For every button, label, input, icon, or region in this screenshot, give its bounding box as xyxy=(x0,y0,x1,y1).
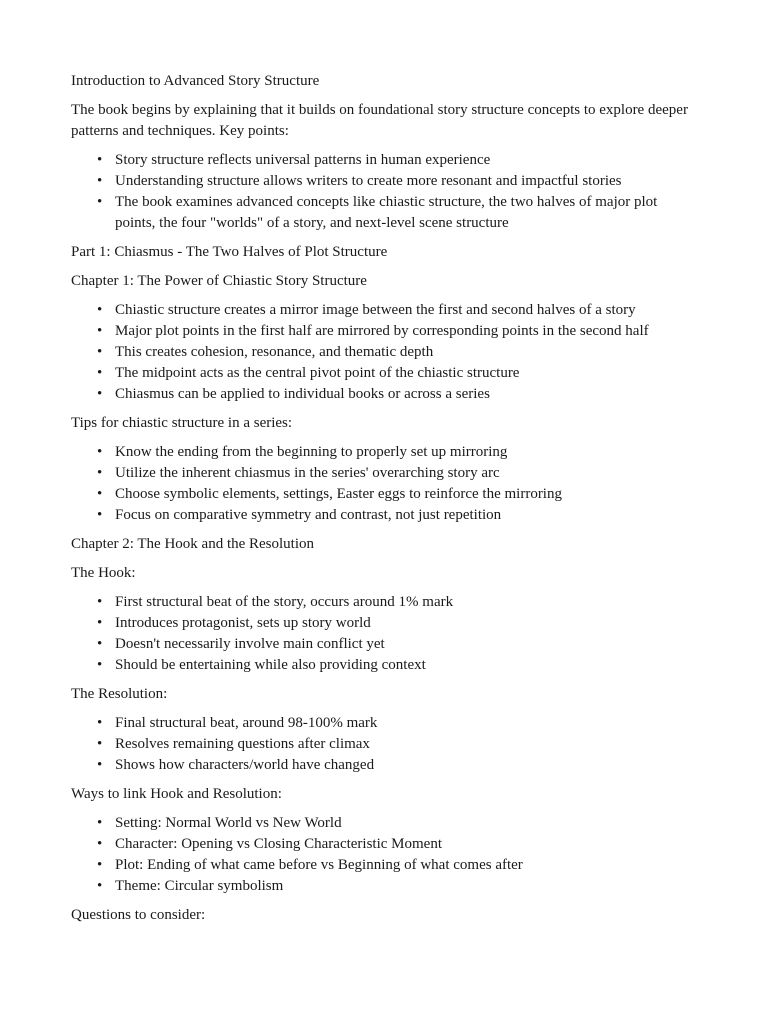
chapter-heading: Chapter 2: The Hook and the Resolution xyxy=(71,536,315,552)
list-item: • Theme: Circular symbolism xyxy=(71,876,698,897)
list-item: • Choose symbolic elements, settings, Easter eggs to reinforce the mirroring xyxy=(71,484,698,505)
section-heading: Introduction to Advanced Story Structure xyxy=(71,73,320,89)
list-item: • This creates cohesion, resonance, and thematic depth xyxy=(71,342,698,363)
link-ways-list xyxy=(71,813,698,897)
subsection-heading: The Resolution: xyxy=(71,686,168,702)
list-item: • Resolves remaining questions after climax xyxy=(71,734,698,755)
list-item: • Plot: Ending of what came before vs Beginning of what comes after xyxy=(71,855,698,876)
list-item: • Should be entertaining while also providing context xyxy=(71,655,698,676)
part-heading: Part 1: Chiasmus - The Two Halves of Plot Structure xyxy=(71,244,388,260)
subsection-heading: The Hook: xyxy=(71,565,136,581)
list-item: • Story structure reflects universal patterns in human experience xyxy=(71,150,698,171)
subsection-heading: Questions to consider: xyxy=(71,907,206,923)
subsection-heading: Ways to link Hook and Resolution: xyxy=(71,786,282,802)
list-item: • Understanding structure allows writers to create more resonant and impactful stories xyxy=(71,171,698,192)
key-points-list xyxy=(71,150,698,234)
list-item: • Shows how characters/world have changed xyxy=(71,755,698,776)
list-item: • Doesn't necessarily involve main conflict yet xyxy=(71,634,698,655)
list-item: • Character: Opening vs Closing Characteristic Moment xyxy=(71,834,698,855)
hook-list xyxy=(71,592,698,676)
list-item: • Introduces protagonist, sets up story world xyxy=(71,613,698,634)
resolution-list xyxy=(71,713,698,776)
list-item: • The midpoint acts as the central pivot point of the chiastic structure xyxy=(71,363,698,384)
list-item: • Know the ending from the beginning to properly set up mirroring xyxy=(71,442,698,463)
list-item: • Chiasmus can be applied to individual books or across a series xyxy=(71,384,698,405)
list-item: • First structural beat of the story, occurs around 1% mark xyxy=(71,592,698,613)
list-item: • Setting: Normal World vs New World xyxy=(71,813,698,834)
series-tips-list xyxy=(71,442,698,526)
chiastic-points-list xyxy=(71,300,698,405)
list-item: • Utilize the inherent chiasmus in the series' overarching story arc xyxy=(71,463,698,484)
list-item: • Focus on comparative symmetry and contrast, not just repetition xyxy=(71,505,698,526)
list-item: • Chiastic structure creates a mirror image between the first and second halves of a story xyxy=(71,300,698,321)
list-item: • Final structural beat, around 98-100% mark xyxy=(71,713,698,734)
subsection-heading: Tips for chiastic structure in a series: xyxy=(71,415,293,431)
intro-paragraph: The book begins by explaining that it builds on foundational story structure concepts to explore deeper patterns and techniques. Key points: xyxy=(71,102,688,139)
list-item: • Major plot points in the first half are mirrored by corresponding points in the second half xyxy=(71,321,698,342)
list-item: • The book examines advanced concepts like chiastic structure, the two halves of major plot points, the four "worlds" of a story, and next-level scene structure xyxy=(71,192,698,234)
chapter-heading: Chapter 1: The Power of Chiastic Story Structure xyxy=(71,273,367,289)
